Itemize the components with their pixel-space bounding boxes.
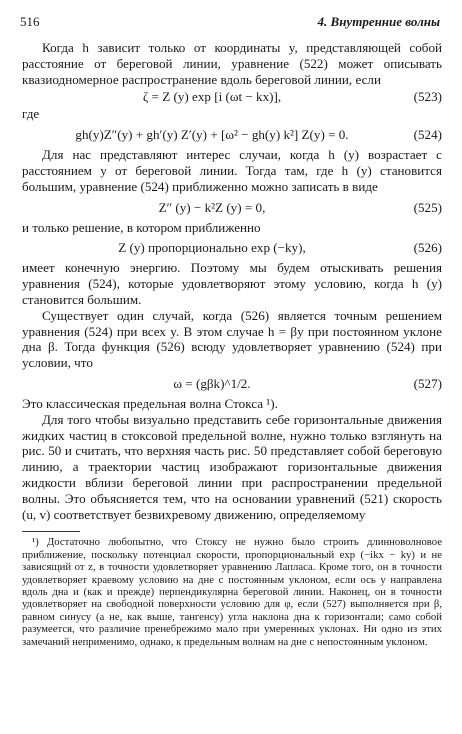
- equation-527-formula: ω = (gβk)^1/2.: [173, 375, 251, 391]
- paragraph-7: Для того чтобы визуально представить себе горизонтальные движения жидких частиц в стоксовой предельной волне, нужно только взглянуть на рис. 50 и считать, что верхняя часть рис. 50 представляет собой береговую линию, а траектории частиц изображают горизонтальные движения жидкости вблизи береговой линии при распространении предельной волны. Это объясняется тем, что на основании уравнений (521) скорость (u, v) соответствует безвихревому движению, определяемому: [22, 411, 442, 522]
- page-number: 516: [20, 14, 40, 29]
- equation-525-formula: Z″ (y) − k²Z (y) = 0,: [158, 199, 266, 215]
- footnote-rule: [22, 531, 80, 532]
- equation-523-formula: ζ = Z (y) exp [i (ωt − kx)],: [142, 89, 282, 105]
- paragraph-3: и только решение, в котором приближенно: [22, 219, 261, 235]
- equation-527-number: (527): [413, 375, 442, 391]
- equation-523: [22, 87, 442, 106]
- equation-526-number: (526): [413, 240, 442, 256]
- equation-525-number: (525): [413, 199, 442, 215]
- equation-524-formula: gh(y)Z″(y) + gh′(y) Z′(y) + [ω² − gh(y) k²] Z(y) = 0.: [75, 127, 349, 143]
- paragraph-2: Для нас представляют интерес случаи, когда h (y) возрастает с расстоянием y от береговой линии. Тогда там, где h (y) становится большим, уравнение (524) приближенно можно записать в виде: [22, 147, 442, 194]
- equation-526-formula: Z (y) пропорционально exp (−ky),: [118, 240, 306, 256]
- equation-526: [22, 235, 442, 260]
- equation-523-number: (523): [413, 89, 442, 105]
- equation-524: [22, 122, 442, 147]
- main-text: [22, 40, 442, 648]
- paragraph-1: Когда h зависит только от координаты y, представляющей собой расстояние от береговой линии, уравнение (522) может описывать квазиодномерное распространение вдоль береговой линии, если: [22, 40, 442, 87]
- equation-527: [22, 371, 442, 396]
- running-head: 4. Внутренние волны: [317, 14, 440, 29]
- paragraph-5: Существует один случай, когда (526) является точным решением уравнения (524) при всех y. В этом случае h = βy при постоянном уклоне дна β. Тогда функция (526) всюду удовлетворяет уравнению (524) при условии, что: [22, 307, 442, 371]
- where-label: где: [22, 106, 40, 122]
- equation-524-number: (524): [413, 127, 442, 143]
- page-header: [20, 14, 440, 34]
- footnote-1: ¹) Достаточно любопытно, что Стоксу не нужно было строить длинноволновое приближение, поскольку потенциал скорости, пропорциональный exp (−ikx − ky) и не зависящий от z, в точности удовлетворяет уравнению Лапласа. Кроме того, он в точности удовлетворяет краевому условию на дне с постоянным уклоном, если ось y направлена вдоль дна и (как и прежде) перпендикулярна береговой линии. Наконец, он в точности удовлетворяет на свободной поверхности условию для φ, если (527) выполняется при β, равном синусу (а не, как выше, тангенсу) угла наклона дна к горизонтали; само собой разумеется, что различие пренебрежимо мало при умеренных уклонах. Ни одно из этих замечаний неприменимо, однако, к предельным волнам на дне с непостоянным уклоном.: [22, 536, 442, 648]
- paragraph-4: имеет конечную энергию. Поэтому мы будем отыскивать решения уравнения (524), которые удовлетворяют этому условию, когда h (y) становится большим.: [22, 260, 442, 307]
- equation-525: [22, 195, 442, 220]
- paragraph-6: Это классическая предельная волна Стокса ¹).: [22, 395, 278, 411]
